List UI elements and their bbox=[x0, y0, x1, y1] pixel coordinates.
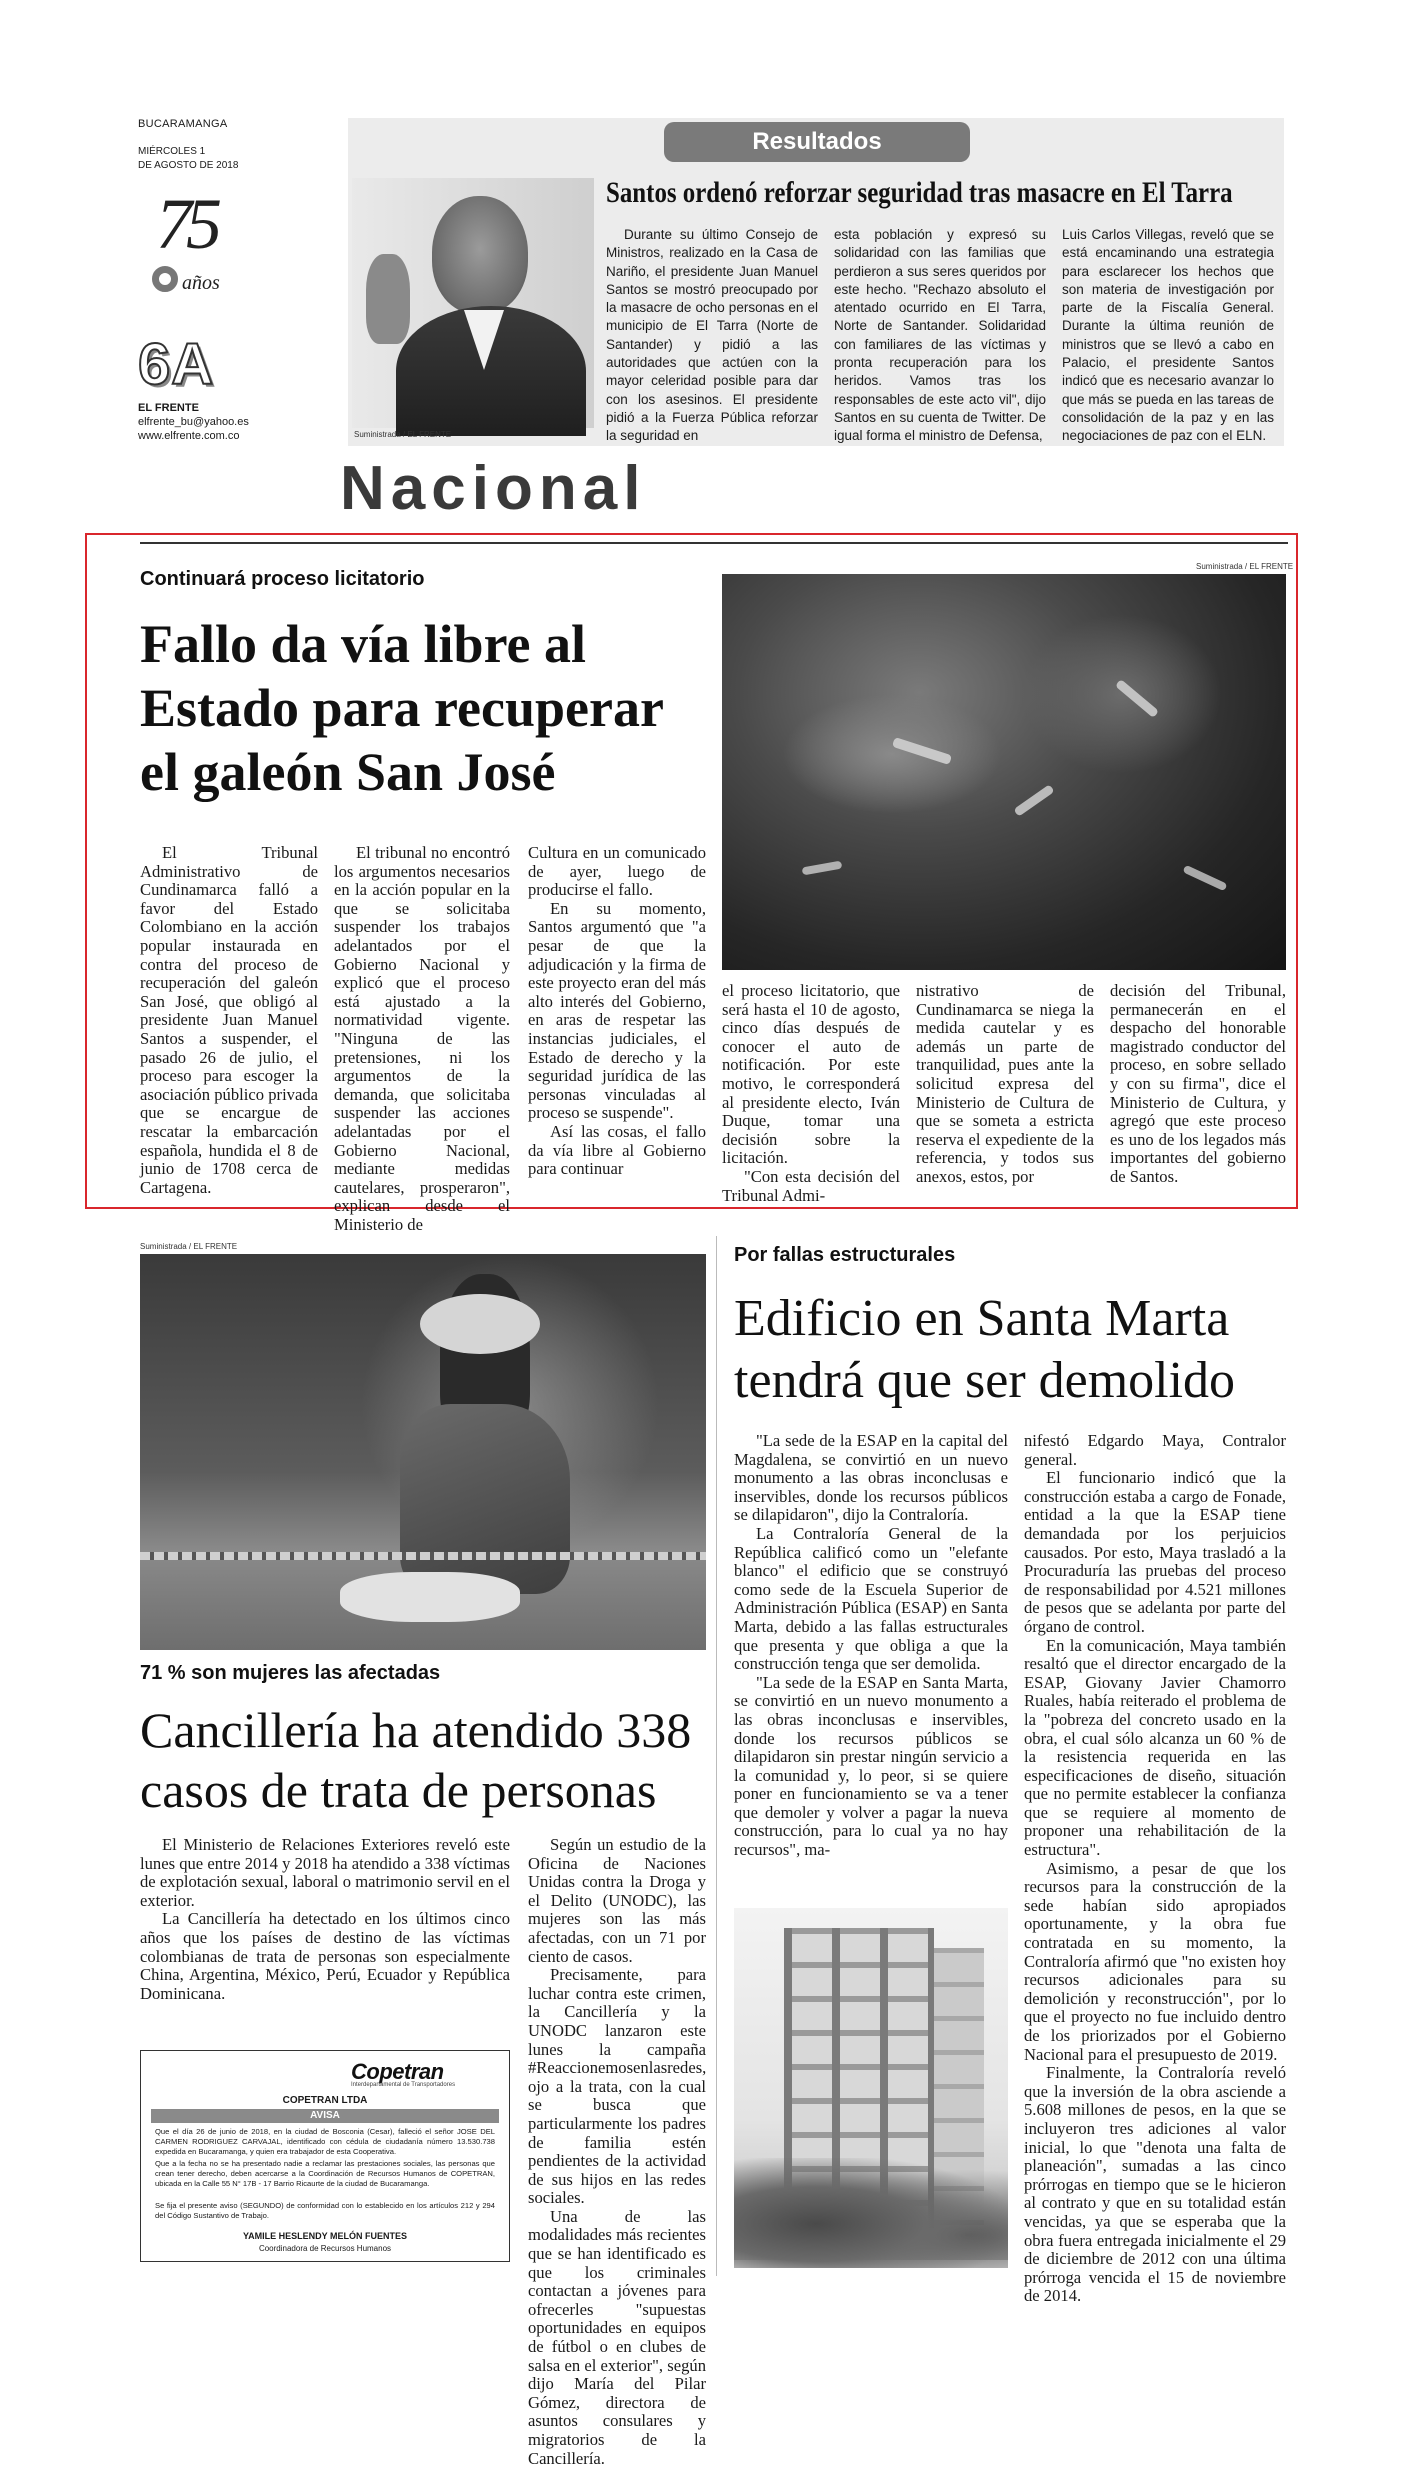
trata-col-2-p1: Según un estudio de la Oficina de Naciones Unidas contra la Droga y el Delito (UNODC), las mujeres son las más afectadas, con un 71 por ciento de casos. bbox=[528, 1835, 706, 1966]
copetran-logo-text: Copetran bbox=[351, 2059, 444, 2084]
page-number: 6A bbox=[138, 332, 215, 397]
top-story-col-3: Luis Carlos Villegas, reveló que se está encaminando una estrategia para esclarecer los hechos que son materia de investigación por parte de la Fiscalía General. Durante la última reunión de ministros que se llevó a cabo en Palacio, el presidente Santos indicó que es necesario avanzar lo que más se pueda en las tareas de consolidación de la paz y en las negociaciones de paz con el ELN. bbox=[1062, 227, 1274, 444]
santos-hand bbox=[366, 254, 410, 344]
copetran-logo bbox=[351, 2059, 501, 2089]
anniversary-word: años bbox=[182, 272, 220, 294]
galeon-col-5 bbox=[916, 982, 1094, 1187]
date-line-2: DE AGOSTO DE 2018 bbox=[138, 160, 239, 171]
santa-marta-col-2-p5: Finalmente, la Contraloría reveló que la inversión de la obra asciende a 5.608 millones de pesos, en la que se incluyeron tres adiciones al valor inicial, lo que "denota una falta de planeación", sumadas a las cinco prórrogas en tiempo que se le hicieron al contrato y que en su totalidad están vencidas, ya que se esperaba que la obra fuera entregada inicialmente el 29 de diciembre de 2012 con una última prórroga vencida el 15 de noviembre de 2014. bbox=[1024, 2063, 1286, 2306]
copetran-company: COPETRAN LTDA bbox=[282, 2095, 368, 2106]
galeon-col-3 bbox=[528, 844, 706, 1179]
santa-marta-col-1-p2: La Contraloría General de la República calificó como un "elefante blanco" el edificio que se construyó como sede de la Escuela Superior de Administración Pública (ESAP) en Santa Marta, debido a las fallas estructurales que presenta y que obliga a que la construcción tenga que ser demolida. bbox=[734, 1523, 1008, 1674]
galeon-col-2-p1: El tribunal no encontró los argumentos necesarios en la acción popular en la que se solicitaba suspender los trabajos adelantados por el Gobierno Nacional y explicó que el proceso está ajustado a la normatividad vigente. "Ninguna de las pretensiones, ni los argumentos de la demanda, que solicitaba suspender las acciones adelantadas por el Gobierno Nacional, mediante medidas cautelares, prosperaron", explican desde el Ministerio de bbox=[334, 843, 510, 1234]
santa-marta-col-2-p2: El funcionario indicó que la construcción estaba a cargo de Fonade, entidad a la que la ESAP tiene demandada por los perjuicios causados. Por esto, Maya trasladó a la Procuraduría las pruebas del proceso de responsabilidad por 4.521 millones de pesos que se adelanta por parte del órgano de control. bbox=[1024, 1468, 1286, 1636]
galeon-col-4-p2: "Con esta decisión del Tribunal Admi- bbox=[722, 1166, 900, 1205]
wreck-cannon-4 bbox=[802, 861, 843, 876]
galeon-rule bbox=[140, 542, 1288, 544]
santa-marta-col-2-p1: nifestó Edgardo Maya, Contralor general. bbox=[1024, 1431, 1286, 1469]
santa-marta-headline-line-2: tendrá que ser demolido bbox=[734, 1352, 1236, 1409]
building-photo bbox=[734, 1908, 1008, 2260]
galeon-kicker: Continuará proceso licitatorio bbox=[140, 568, 425, 590]
galeon-col-2 bbox=[334, 844, 510, 1234]
wreck-cannon-2 bbox=[1013, 784, 1054, 817]
anniversary-number: 75 bbox=[156, 184, 216, 264]
trata-col-2-p2: Precisamente, para luchar contra este crimen, la Cancillería y la UNODC lanzaron este lunes la campaña #Reaccionemosenlasredes, ojo a la trata, con la cual se busca que particularmente los padres de familia estén pendientes de la actividad de sus hijos en las redes sociales. bbox=[528, 1965, 707, 2208]
trata-figure-arms bbox=[420, 1294, 540, 1354]
copetran-logo-sub: Interdepartamental de Transportadores bbox=[351, 2082, 456, 2088]
date-line-1: MIÉRCOLES 1 bbox=[138, 146, 206, 157]
galeon-col-5-p1: nistrativo de Cundinamarca se niega la medida cautelar y es además un parte de tranquilidad, pues ante la solicitud expresa del Ministerio de Cultura de que se someta a estricta reserva el expediente de la referencia, y todos sus anexos, estos, por bbox=[916, 981, 1094, 1186]
tree-foreground bbox=[734, 2158, 1008, 2268]
galeon-headline-line-1: Fallo da vía libre al bbox=[140, 614, 587, 674]
santa-marta-col-2-p3: En la comunicación, Maya también resaltó que el director encargado de la ESAP, Giovany Javier Chamorro Ruales, había reiterado el problema de la "pobreza del concreto usado en la obra, el cual sólo alcanza un 60 % de la resistencia requerida en las especificaciones de diseño, situación que no permite establecer la confianza que se requiere al momento de proponer una rehabilitación de la estructura". bbox=[1024, 1635, 1286, 1860]
galeon-col-3-p1: Cultura en un comunicado de ayer, luego de producirse el fallo. bbox=[528, 843, 706, 900]
shipwreck-photo bbox=[722, 574, 1286, 970]
wreck-debris-1 bbox=[782, 694, 1002, 814]
column-divider bbox=[716, 1236, 717, 2276]
santa-marta-headline-line-1: Edificio en Santa Marta bbox=[734, 1290, 1230, 1347]
galeon-col-6-p1: decisión del Tribunal, permanecerán en el despacho del honorable magistrado conductor del proceso, en sobre sellado y con su firma", dice el Ministerio de Cultura, y agregó que este proceso es uno de los legados más importantes del gobierno de Santos. bbox=[1110, 981, 1286, 1186]
trata-figure-legs bbox=[400, 1404, 570, 1594]
trata-headline-line-1: Cancillería ha atendido 338 bbox=[140, 1702, 692, 1758]
santa-marta-col-2-p4: Asimismo, a pesar de que los recursos para la construcción de la sede habían sido apropiados oportunamente, y la obra fue contratada en su momento, la Contraloría afirmó que "no existen hoy recursos adicionales para su demolición y reconstrucción", por lo que el proyecto no fue incluido dentro de los priorizados por el Gobierno Nacional para el presupuesto de 2019. bbox=[1024, 1858, 1286, 2064]
trata-photo bbox=[140, 1254, 706, 1650]
paper-name: EL FRENTE bbox=[138, 402, 199, 414]
website-link[interactable]: www.elfrente.com.co bbox=[138, 430, 240, 442]
wreck-debris-2 bbox=[1022, 614, 1222, 774]
trata-col-1-p1: El Ministerio de Relaciones Exteriores reveló este lunes que entre 2014 y 2018 ha atendido a 338 víctimas de explotación sexual, laboral o matrimonio servil en el exterior. bbox=[140, 1835, 510, 1910]
santos-head bbox=[432, 196, 528, 314]
top-photo-credit: Suministrada / EL FRENTE bbox=[354, 430, 452, 439]
trata-photo-credit: Suministrada / EL FRENTE bbox=[140, 1242, 238, 1251]
anniversary-logo bbox=[138, 184, 248, 318]
trata-headline bbox=[140, 1700, 691, 1820]
top-story-badge: Resultados bbox=[664, 122, 970, 162]
santa-marta-kicker: Por fallas estructurales bbox=[734, 1244, 956, 1266]
copetran-body-2: Que a la fecha no se ha presentado nadie a reclamar las prestaciones sociales, las personas que crean tener derecho, deben acercarse a la Coordinación de Recursos Humanos de COPETRAN, ubicada en la Calle 55 N° 17B - 17 Barrio Ricaurte de la ciudad de Bucaramanga. bbox=[155, 2159, 495, 2188]
santa-marta-col-1 bbox=[734, 1432, 1008, 1860]
section-title: Nacional bbox=[340, 454, 647, 523]
galeon-col-3-p2: En su momento, Santos argumentó que "a pesar de que la adjudicación y la firma de este proyecto eran del más alto interés del Gobierno, en aras de respetar las instancias judiciales, el Estado de derecho y la seguridad jurídica de las personas vinculadas al proceso se suspende". bbox=[528, 898, 706, 1123]
galeon-col-1-p1: El Tribunal Administrativo de Cundinamarca falló a favor del Estado Colombiano en la acción popular instaurada en contra del proceso de recuperación del galeón San José, que obligó al presidente Juan Manuel Santos a suspender, el pasado 26 de julio, el proceso para escoger la asociación público privada que se encargue de rescatar la embarcación española, hundida el 8 de junio de 1708 cerca de Cartagena. bbox=[140, 843, 318, 1197]
copetran-signer-role: Coordinadora de Recursos Humanos bbox=[258, 2244, 392, 2253]
trata-kicker: 71 % son mujeres las afectadas bbox=[140, 1662, 441, 1684]
email-link[interactable]: elfrente_bu@yahoo.es bbox=[138, 416, 249, 428]
top-story-headline: Santos ordenó reforzar seguridad tras masacre en El Tarra bbox=[606, 176, 1233, 209]
galeon-headline-line-3: el galeón San José bbox=[140, 742, 556, 802]
galeon-col-6 bbox=[1110, 982, 1286, 1187]
anniversary-circle-icon bbox=[152, 266, 178, 292]
top-story-col-2: esta población y expresó su solidaridad con las familias que perdieron a sus seres queridos por este hecho. "Rechazo absoluto el atentado ocurrido en El Tarra, Norte de Santander. Solidaridad con familiares de las víctimas y pronta recuperación para los heridos. Vamos tras los responsables de este acto vil", dijo Santos en su cuenta de Twitter. De igual forma el ministro de Defensa, bbox=[834, 227, 1046, 444]
chain-icon bbox=[140, 1552, 706, 1560]
wreck-cannon-5 bbox=[1182, 865, 1227, 892]
galeon-headline bbox=[140, 612, 664, 804]
top-story-col-1: Durante su último Consejo de Ministros, realizado en la Casa de Nariño, el presidente Juan Manuel Santos se mostró preocupado por la masacre de ocho personas en el municipio de El Tarra (Norte de Santander) y pidió a las autoridades que actúen con la mayor celeridad posible para dar con los asesinos. El presidente pidió a la Fuerza Pública reforzar la seguridad en bbox=[606, 227, 818, 444]
copetran-body-3: Se fija el presente aviso (SEGUNDO) de conformidad con lo establecido en los artículos 212 y 294 del Código Sustantivo de Trabajo. bbox=[155, 2201, 495, 2220]
santa-marta-col-2 bbox=[1024, 1432, 1286, 2306]
santa-marta-col-1-p3: "La sede de la ESAP en Santa Marta, se convirtió en un nuevo monumento a las obras inconclusas e inservibles, donde los recursos públicos se dilapidaron sin prestar ningún servicio a la comunidad y, lo peor, si se quiere poner en funcionamiento se va a tener que demoler y volver a pagar la nueva construcción, para lo cual ya no hay recursos", ma- bbox=[734, 1672, 1008, 1860]
copetran-body-1: Que el día 26 de junio de 2018, en la ciudad de Bosconia (Cesar), falleció el señor JOSE DEL CARMEN RODRIGUEZ CARVAJAL, identificado con cédula de ciudadanía número 13.530.738 expedida en Bucaramanga, y quien era trabajador de esta Cooperativa. bbox=[155, 2127, 495, 2156]
galeon-headline-line-2: Estado para recuperar bbox=[140, 678, 664, 738]
trata-col-2 bbox=[528, 1836, 706, 2468]
galeon-photo-credit: Suministrada / EL FRENTE bbox=[1196, 562, 1294, 571]
galeon-col-1 bbox=[140, 844, 318, 1197]
trata-col-1 bbox=[140, 1836, 510, 2003]
trata-col-1-p2: La Cancillería ha detectado en los últimos cinco años que los países de destino de las víctimas colombianas de trata de personas son especialmente China, Argentina, México, Perú, Ecuador y República Dominicana. bbox=[140, 1909, 510, 2003]
copetran-title: AVISA bbox=[151, 2109, 499, 2123]
city-label: BUCARAMANGA bbox=[138, 118, 228, 130]
santos-photo bbox=[352, 178, 594, 428]
trata-col-2-p3: Una de las modalidades más recientes que se han identificado es que los criminales contactan a jóvenes para ofrecerles "supuestas oportunidades en equipos de fútbol o en clubes de salsa en el exterior", según dijo María del Pilar Gómez, directora de asuntos consulares y migratorios de la Cancillería. bbox=[528, 2206, 706, 2468]
galeon-col-4-p1: el proceso licitatorio, que será hasta el 10 de agosto, cinco días después de conocer el auto de notificación. Por este motivo, le corresponderá al presidente electo, Iván Duque, tomar una decisión sobre la licitación. bbox=[722, 981, 900, 1168]
santa-marta-headline bbox=[734, 1288, 1235, 1412]
santa-marta-col-1-p1: "La sede de la ESAP en la capital del Magdalena, se convirtió en un nuevo monumento a las obras inconclusas e inservibles, donde los recursos públicos se dilapidaron", dijo la Contraloría. bbox=[734, 1431, 1008, 1525]
copetran-notice bbox=[140, 2050, 510, 2262]
galeon-col-4 bbox=[722, 982, 900, 1205]
trata-headline-line-2: casos de trata de personas bbox=[140, 1762, 657, 1818]
copetran-signer: YAMILE HESLENDY MELÓN FUENTES bbox=[242, 2231, 408, 2241]
trata-figure-feet bbox=[340, 1572, 520, 1622]
galeon-col-3-p3: Así las cosas, el fallo da vía libre al Gobierno para continuar bbox=[528, 1121, 706, 1179]
